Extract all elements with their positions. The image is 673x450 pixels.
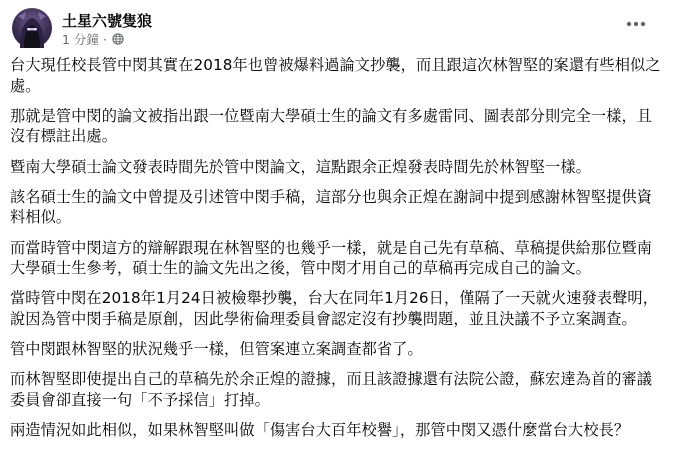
post-paragraph-1: 台大現任校長管中閔其實在2018年也曾被爆料過論文抄襲，而且跟這次林智堅的案還有些相似之處。: [10, 56, 661, 95]
post-timestamp[interactable]: 1 分鐘: [62, 32, 99, 47]
post-paragraph-9: 兩造情況如此相似，如果林智堅叫做「傷害台大百年校譽」，那管中閔又憑什麼當台大校長？: [10, 421, 630, 440]
post-header: [12, 8, 652, 48]
author-avatar[interactable]: [12, 8, 52, 48]
author-name[interactable]: 土星六號隻狼: [62, 12, 153, 30]
post-paragraph-5: 而當時管中閔這方的辯解跟現在林智堅的也幾乎一樣，就是自己先有草稿、草稿提供給那位暨南大學碩士生參考，碩士生的論文先出之後，管中閔才用自己的草稿再完成自己的論文。: [10, 238, 653, 278]
globe-icon[interactable]: [112, 33, 124, 45]
meta-separator: ·: [102, 31, 107, 47]
post-meta: [62, 30, 124, 48]
more-options-button[interactable]: [622, 12, 650, 36]
post-body: [10, 55, 665, 450]
post-paragraph-6: 當時管中閔在2018年1月24日被檢舉抄襲，台大在同年1月26日，僅隔了一天就火速發表聲明，說因為管中閔手稿是原創，因此學術倫理委員會認定沒有抄襲問題，並且決議不予立案調查。: [10, 289, 658, 328]
hooded-figure-avatar-icon: [12, 8, 52, 48]
post-paragraph-2: 那就是管中閔的論文被指出跟一位暨南大學碩士生的論文有多處雷同、圖表部分則完全一樣，且沒有標註出處。: [10, 106, 653, 146]
post-paragraph-8: 而林智堅即使提出自己的草稿先於余正煌的證據，而且該證據還有法院公證，蘇宏達為首的審議委員會卻直接一句「不予採信」打掉。: [10, 370, 653, 409]
post-paragraph-4: 該名碩士生的論文中曾提及引述管中閔手稿，這部分也與余正煌在謝詞中提到感謝林智堅提供資料相似。: [10, 187, 653, 227]
post-paragraph-3: 暨南大學碩士論文發表時間先於管中閔論文，這點跟余正煌發表時間先於林智堅一樣。: [10, 157, 591, 176]
post-paragraph-7: 管中閔跟林智堅的狀況幾乎一樣，但管案連立案調查都省了。: [10, 340, 423, 359]
more-options-icon: [626, 21, 646, 27]
